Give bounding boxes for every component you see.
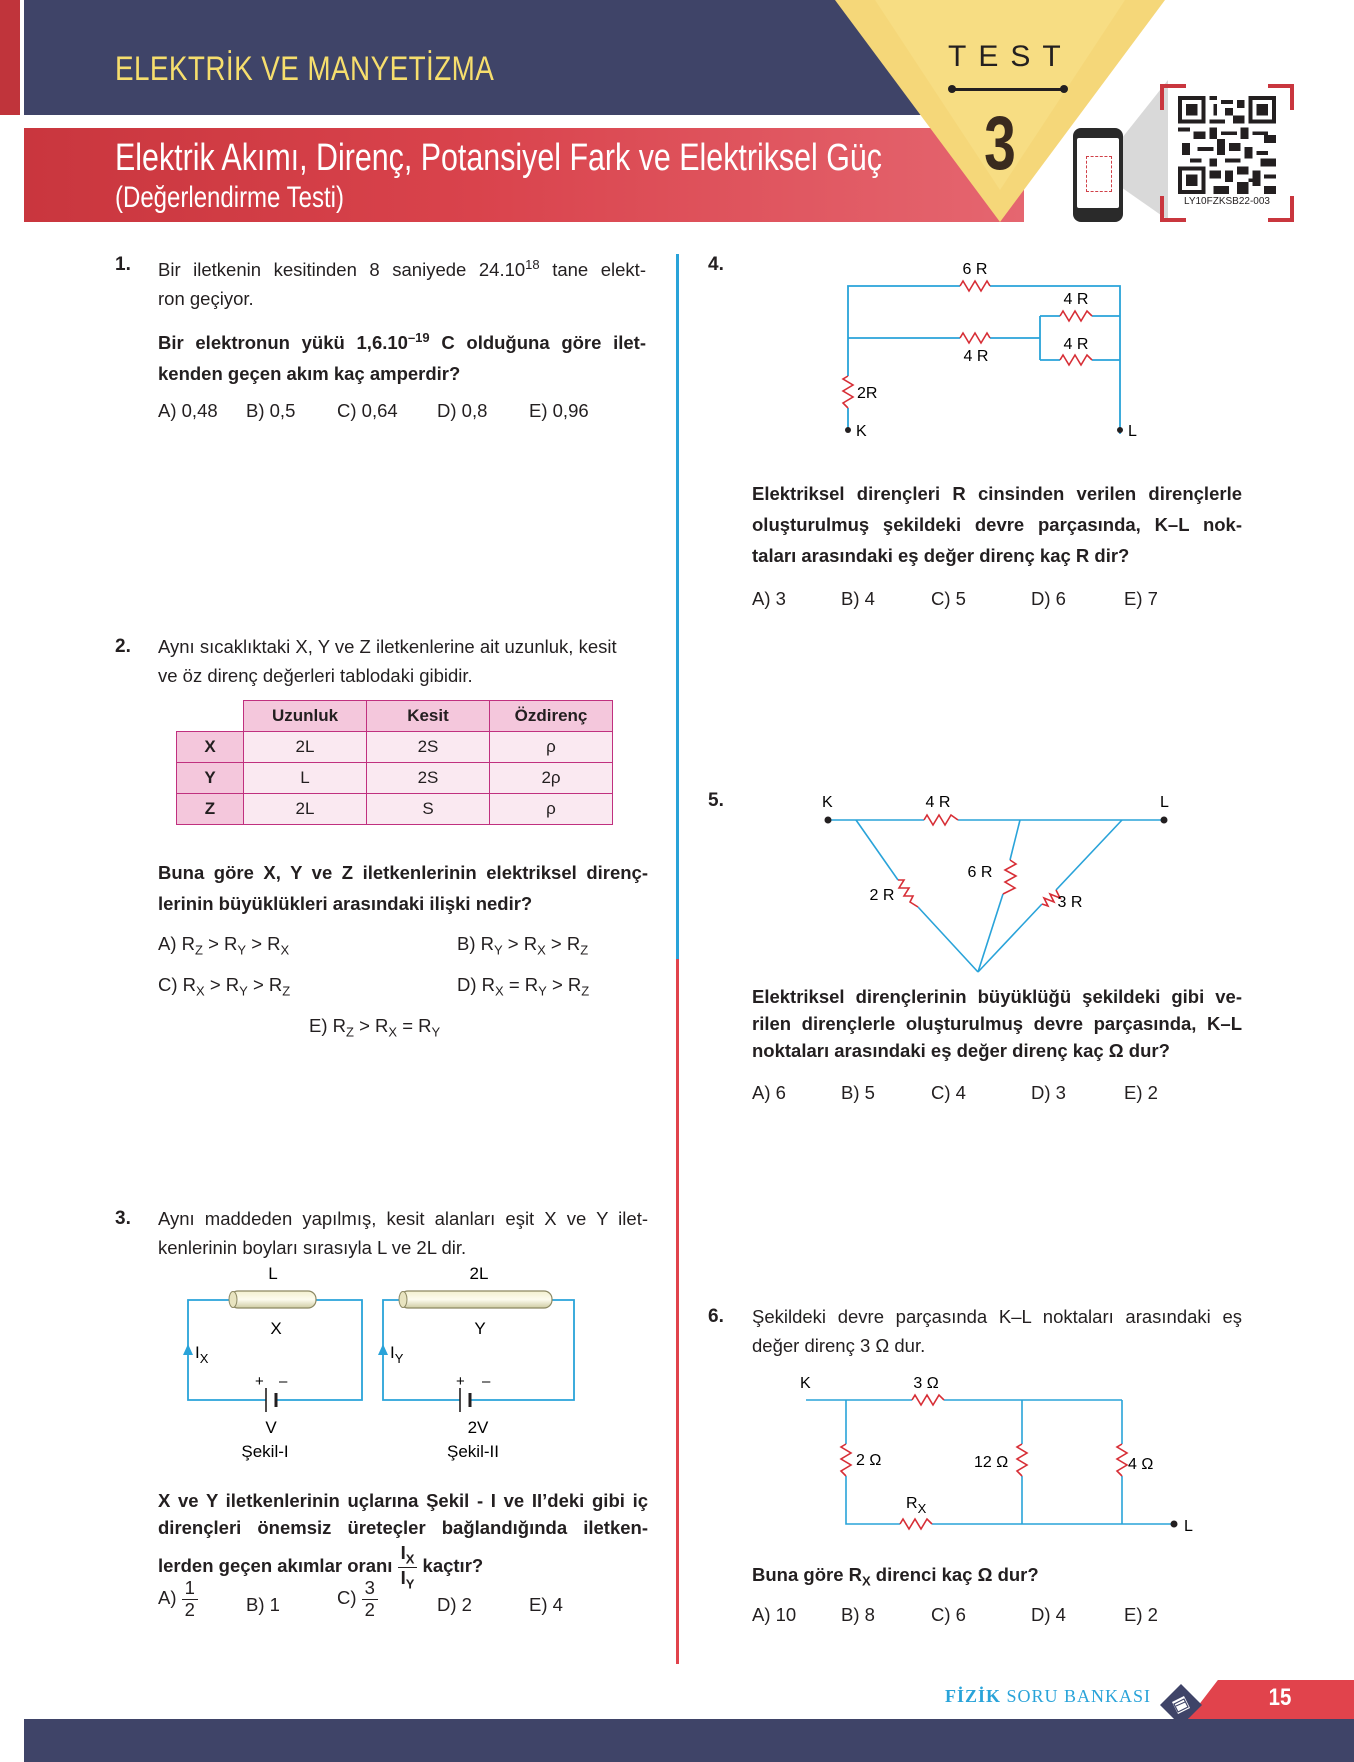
page-title: Elektrik Akımı, Direnç, Potansiyel Fark ve Elektriksel Güç xyxy=(115,137,882,179)
option-b[interactable]: B) 5 xyxy=(841,1082,875,1103)
question-number: 2. xyxy=(115,636,131,657)
question-number: 5. xyxy=(708,790,724,811)
option-e[interactable]: E) 0,96 xyxy=(529,400,589,421)
circuit-figure-1 xyxy=(183,1264,362,1461)
option-e[interactable]: E) 2 xyxy=(1124,1604,1158,1625)
qr-code-icon[interactable] xyxy=(1178,96,1276,194)
question-3-circuit-figures xyxy=(180,1262,600,1462)
table-header: Özdirenç xyxy=(490,701,613,732)
table-header: Uzunluk xyxy=(244,701,367,732)
svg-text:+: + xyxy=(255,1373,264,1390)
figure-caption: Şekil-II xyxy=(447,1442,499,1461)
emf-label: V xyxy=(265,1418,277,1437)
question-number: 6. xyxy=(708,1306,724,1327)
svg-text:+: + xyxy=(456,1373,465,1390)
question-1-stem: Bir iletkenin kesitinden 8 saniyede 24.10$^{18}$ tane elekt- ron geçiyor. xyxy=(158,257,646,310)
circuit-figure-2 xyxy=(378,1264,574,1461)
option-e[interactable]: E) 4 xyxy=(529,1594,563,1615)
question-4-prompt: Elektriksel dirençleri R cinsinden verilen dirençlerle oluşturulmuş şekildeki devre parçasında, K–L nok- taları arasındaki eş değer direnç kaç R dir? xyxy=(752,483,1242,566)
terminal-label: L xyxy=(1184,1518,1193,1535)
question-3-prompt: X ve Y iletkenlerinin uçlarına Şekil - I ve II’deki gibi iç dirençleri önemsiz üreteçler bağlandığında iletken- lerden geçen akımlar oranı $\frac{I_X}{I_Y}$ kaçtır? xyxy=(158,1490,648,1592)
resistor-label: 2R xyxy=(857,385,878,402)
option-d[interactable]: D) 3 xyxy=(1031,1082,1066,1103)
option-c[interactable]: C) 5 xyxy=(931,588,966,609)
option-c[interactable]: C) $\frac{3}{2}$ xyxy=(337,1578,378,1620)
rod-name-label: Y xyxy=(474,1319,486,1338)
resistor-label: 2 R xyxy=(869,887,895,904)
option-b[interactable]: B) 1 xyxy=(246,1594,280,1615)
option-a[interactable]: A) 10 xyxy=(752,1604,797,1625)
terminal-label: K xyxy=(856,423,867,440)
column-divider-top xyxy=(676,254,679,959)
option-d[interactable]: D) $R_X = R_Y > R_Z$ xyxy=(457,974,590,999)
question-4-circuit xyxy=(830,258,1160,443)
question-5-circuit xyxy=(812,790,1182,980)
table-row: X 2L 2S ρ xyxy=(177,732,613,763)
svg-text:–: – xyxy=(279,1373,288,1390)
question-2-prompt: Buna göre X, Y ve Z iletkenlerinin elektriksel direnç- lerinin büyüklükleri arasındaki ilişki nedir? xyxy=(158,862,648,914)
option-c[interactable]: C) 0,64 xyxy=(337,400,398,421)
resistor-label: 12 Ω xyxy=(974,1454,1009,1471)
phone-icon xyxy=(1073,128,1123,222)
qr-block[interactable] xyxy=(1160,84,1294,222)
table-header: Kesit xyxy=(367,701,490,732)
resistor-label: 4 R xyxy=(1063,336,1089,353)
svg-text:IX: $I_X$ xyxy=(195,1343,209,1366)
terminal-label: K xyxy=(800,1375,811,1392)
option-b[interactable]: B) 4 xyxy=(841,588,875,609)
question-number: 3. xyxy=(115,1208,131,1229)
book-icon xyxy=(1158,1682,1204,1728)
terminal-label: K xyxy=(822,794,833,811)
table-row: Y L 2S 2ρ xyxy=(177,763,613,794)
option-a[interactable]: A) 3 xyxy=(752,588,786,609)
svg-text:–: – xyxy=(482,1373,491,1390)
option-e[interactable]: E) 2 xyxy=(1124,1082,1158,1103)
figure-caption: Şekil-I xyxy=(241,1442,289,1461)
option-a[interactable]: A) 0,48 xyxy=(158,400,218,421)
test-label: TEST xyxy=(948,40,1073,73)
resistor-label: 6 R xyxy=(967,864,993,881)
question-2-stem: Aynı sıcaklıktaki X, Y ve Z iletkenlerine ait uzunluk, kesit ve öz direnç değerleri tablodaki gibidir. xyxy=(158,636,617,686)
resistor-label: 4 R xyxy=(1063,291,1089,308)
terminal-label: L xyxy=(1128,423,1137,440)
section-title: ELEKTRİK VE MANYETİZMA xyxy=(115,50,495,88)
question-5-prompt: Elektriksel dirençlerinin büyüklüğü şekildeki gibi ve- rilen dirençlerle oluşturulmuş devre parçasında, K–L noktaları arasındaki eş değer direnç kaç Ω dur? xyxy=(752,986,1242,1061)
option-e[interactable]: E) 7 xyxy=(1124,588,1158,609)
resistor-label: $R_X$ xyxy=(906,1495,927,1516)
resistor-label: 6 R xyxy=(962,261,988,278)
option-b[interactable]: B) 8 xyxy=(841,1604,875,1625)
option-d[interactable]: D) 2 xyxy=(437,1594,472,1615)
option-d[interactable]: D) 0,8 xyxy=(437,400,488,421)
option-c[interactable]: C) $R_X > R_Y > R_Z$ xyxy=(158,974,291,999)
header-left-strip xyxy=(0,0,20,115)
resistor-label: 4 Ω xyxy=(1128,1456,1154,1473)
option-d[interactable]: D) 4 xyxy=(1031,1604,1066,1625)
option-a[interactable]: A) $\frac{1}{2}$ xyxy=(158,1578,198,1620)
column-divider-bottom xyxy=(676,959,679,1664)
table-row: Z 2L S ρ xyxy=(177,794,613,825)
terminal-label: L xyxy=(1160,794,1169,811)
option-a[interactable]: A) 6 xyxy=(752,1082,786,1103)
rod-name-label: X xyxy=(270,1319,282,1338)
resistor-label: 3 Ω xyxy=(913,1375,939,1392)
question-6-prompt: Buna göre $R_X$ direnci kaç Ω dur? xyxy=(752,1564,1039,1589)
option-a[interactable]: A) $R_Z > R_Y > R_X$ xyxy=(158,933,290,958)
footer-band xyxy=(24,1719,1354,1762)
svg-text:IY: $I_Y$ xyxy=(390,1343,404,1366)
question-number: 4. xyxy=(708,254,724,275)
question-3-stem: Aynı maddeden yapılmış, kesit alanları eşit X ve Y ilet- kenlerinin boyları sırasıyla L ve 2L dir. xyxy=(158,1208,648,1258)
question-number: 1. xyxy=(115,254,131,275)
resistor-label: 3 R xyxy=(1057,894,1083,911)
resistor-label: 4 R xyxy=(925,794,951,811)
option-c[interactable]: C) 4 xyxy=(931,1082,966,1103)
resistor-label: 4 R xyxy=(963,348,989,365)
test-divider xyxy=(952,88,1064,91)
emf-label: 2V xyxy=(467,1418,489,1437)
rod-length-label: 2L xyxy=(469,1264,489,1283)
question-1-prompt: Bir elektronun yükü $1,6.10^{-19}$ C olduğuna göre ilet- kenden geçen akım kaç amperdir? xyxy=(158,330,646,385)
option-d[interactable]: D) 6 xyxy=(1031,588,1066,609)
rod-length-label: L xyxy=(268,1264,278,1283)
option-b[interactable]: B) 0,5 xyxy=(246,400,296,421)
resistivity-table xyxy=(176,700,613,825)
question-6-stem: Şekildeki devre parçasında K–L noktaları arasındaki eş değer direnç 3 Ω dur. xyxy=(752,1306,1242,1356)
qr-code-label: LY10FZKSB22-003 xyxy=(1184,196,1270,207)
test-number: 3 xyxy=(984,101,1016,186)
book-title: FİZİK SORU BANKASI xyxy=(945,1686,1152,1706)
option-e[interactable]: E) $R_Z > R_X = R_Y$ xyxy=(309,1015,441,1040)
page-subtitle: (Değerlendirme Testi) xyxy=(115,181,344,214)
question-6-circuit xyxy=(790,1366,1193,1546)
option-c[interactable]: C) 6 xyxy=(931,1604,966,1625)
page-number: 15 xyxy=(1268,1684,1292,1711)
resistor-label: 2 Ω xyxy=(856,1452,882,1469)
option-b[interactable]: B) $R_Y > R_X > R_Z$ xyxy=(457,933,589,958)
current-ratio: $\frac{I_X}{I_Y}$ xyxy=(398,1543,418,1591)
